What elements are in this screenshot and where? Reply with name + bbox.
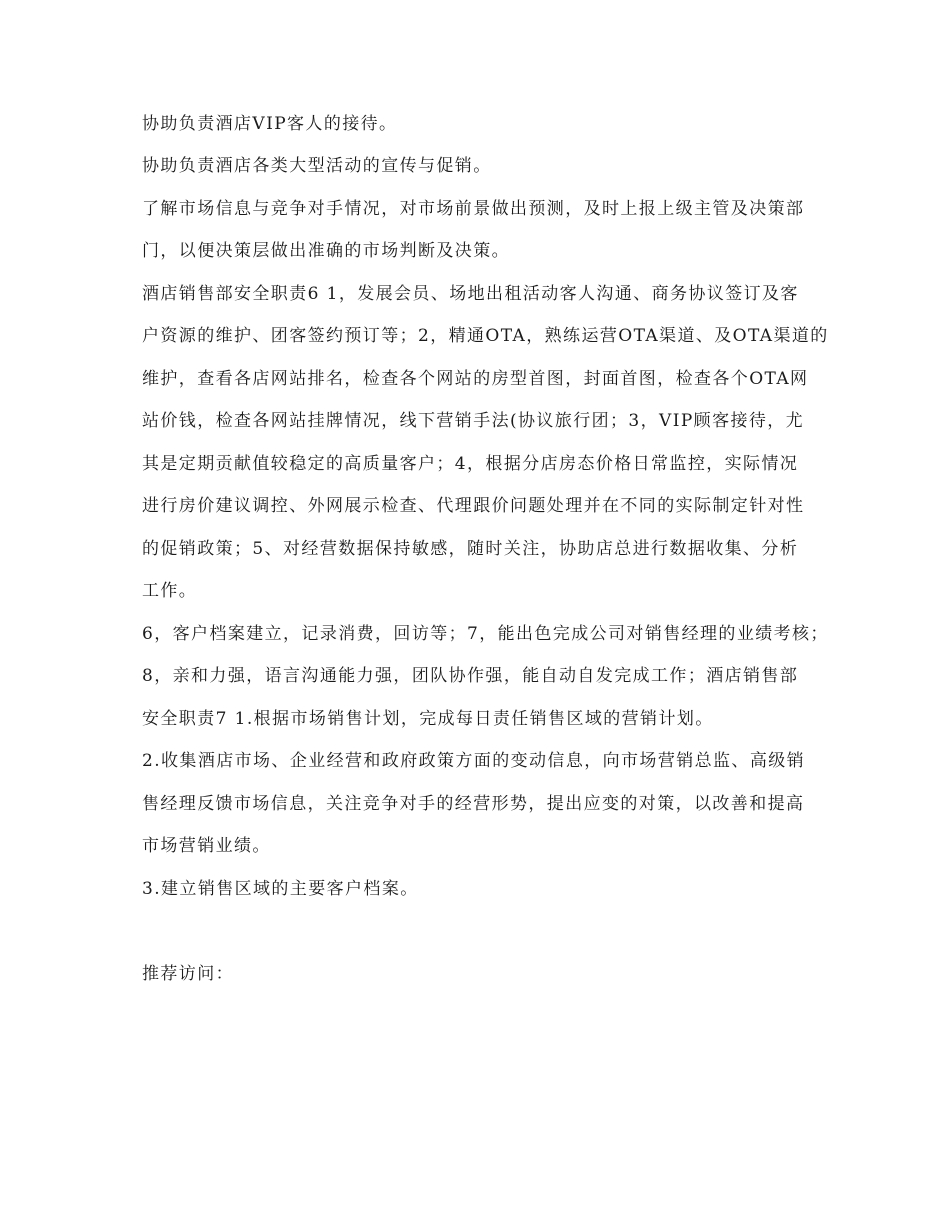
- text-line: 站价钱，检查各网站挂牌情况，线下营销手法(协议旅行团；3，VIP顾客接待，尤: [142, 411, 805, 431]
- text-line: 3.建立销售区域的主要客户档案。: [142, 879, 419, 899]
- text-line: 安全职责7 1.根据市场销售计划，完成每日责任销售区域的营销计划。: [142, 709, 714, 729]
- text-line: 门，以便决策层做出准确的市场判断及决策。: [142, 241, 510, 261]
- text-line: 户资源的维护、团客签约预订等；2，精通OTA，熟练运营OTA渠道、及OTA渠道的: [142, 326, 829, 346]
- text-line: 市场营销业绩。: [142, 836, 271, 856]
- text-line: 8，亲和力强，语言沟通能力强，团队协作强，能自动自发完成工作；酒店销售部: [142, 666, 799, 686]
- text-line: 酒店销售部安全职责6 1，发展会员、场地出租活动客人沟通、商务协议签订及客: [142, 284, 799, 304]
- text-line: 协助负责酒店VIP客人的接待。: [142, 114, 398, 134]
- text-line: 进行房价建议调控、外网展示检查、代理跟价问题处理并在不同的实际制定针对性: [142, 496, 805, 516]
- text-line: 其是定期贡献值较稳定的高质量客户；4，根据分店房态价格日常监控，实际情况: [142, 454, 799, 474]
- text-line: 的促销政策；5、对经营数据保持敏感，随时关注，协助店总进行数据收集、分析: [142, 539, 799, 559]
- recommended-heading: 推荐访问：: [142, 964, 234, 984]
- text-line: 6，客户档案建立，记录消费，回访等；7，能出色完成公司对销售经理的业绩考核；: [142, 624, 829, 644]
- text-line: 工作。: [142, 581, 198, 601]
- text-line: 维护，查看各店网站排名，检查各个网站的房型首图，封面首图，检查各个OTA网: [142, 369, 809, 389]
- text-line: 了解市场信息与竞争对手情况，对市场前景做出预测，及时上报上级主管及决策部: [142, 199, 805, 219]
- text-line: 2.收集酒店市场、企业经营和政府政策方面的变动信息，向市场营销总监、高级销: [142, 751, 806, 771]
- text-line: 售经理反馈市场信息，关注竞争对手的经营形势，提出应变的对策，以改善和提高: [142, 794, 805, 814]
- text-line: 协助负责酒店各类大型活动的宣传与促销。: [142, 156, 492, 176]
